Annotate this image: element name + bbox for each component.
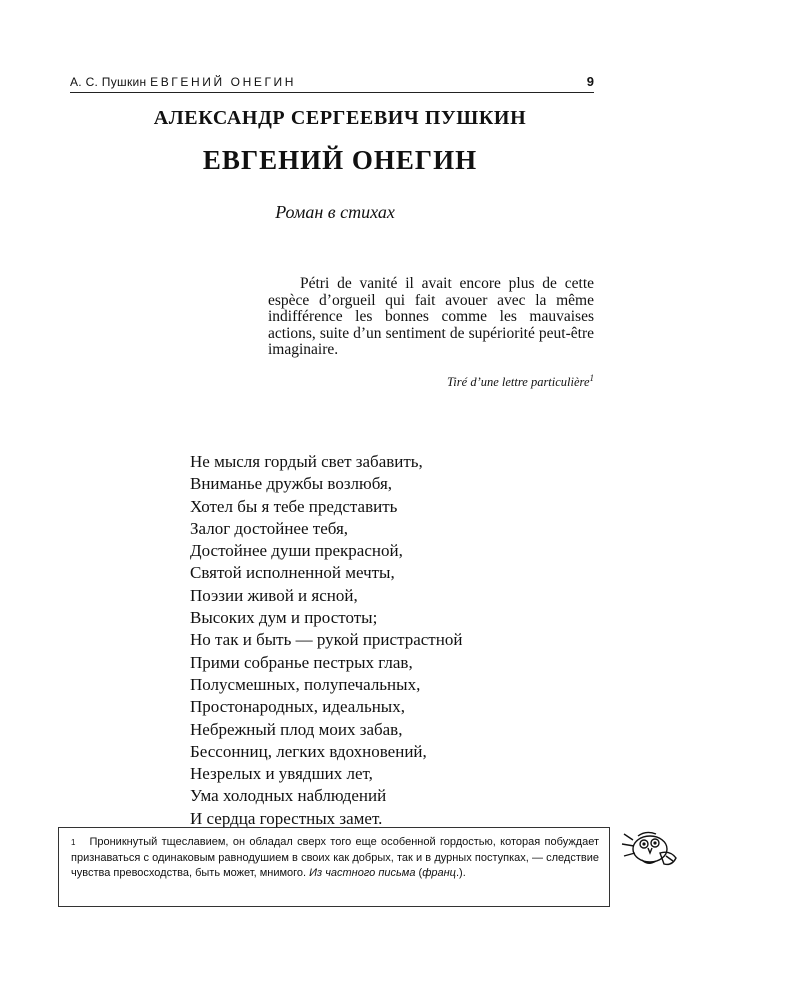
- work-title: ЕВГЕНИЙ ОНЕГИН: [202, 145, 478, 175]
- verse-line: Незрелых и увядших лет,: [190, 764, 373, 784]
- running-head: [70, 74, 594, 93]
- footnote-marker: 1: [71, 838, 76, 847]
- epigraph-source-text: Tiré d’une lettre particulière: [447, 375, 590, 390]
- subtitle: Роман в стихах: [275, 202, 395, 222]
- footnote-source: Из частного письма: [309, 867, 416, 879]
- footnote-text: Проникнутый тщеславием, он обладал сверх того еще особенной гордостью, которая побуждает признаваться с одинаковым равнодушием в своих как добрых, так и в дурных поступках, — следствие чувства превосходства, быть может, мнимого.: [71, 836, 599, 879]
- verse-line: Бессонниц, легких вдохновений,: [190, 741, 427, 761]
- footnote-box: [58, 827, 610, 907]
- running-head-left: [70, 75, 296, 89]
- verse-line: Залог достойнее тебя,: [190, 518, 349, 538]
- epigraph-text: Pétri de vanité il avait encore plus de cette espèce d’orgueil qui fait avouer avec la même indifférence les bonnes comme les mauvaises actions, suite d’un sentiment de supériorité peut-être imaginaire.: [268, 275, 594, 358]
- epigraph-source: [268, 373, 594, 390]
- verse-line: Но так и быть — рукой пристрастной: [190, 630, 463, 650]
- verse-line: Высоких дум и простоты;: [190, 608, 378, 628]
- footnote-lang: франц: [422, 867, 456, 879]
- footnote-lang-close: .).: [455, 867, 466, 879]
- footnote-ref: 1: [589, 373, 594, 383]
- verse-line: Полусмешных, полупечальных,: [190, 674, 421, 694]
- running-head-title: ЕВГЕНИЙ ОНЕГИН: [150, 75, 297, 89]
- verse-line: Прими собранье пестрых глав,: [190, 652, 413, 672]
- verse-line: Небрежный плод моих забав,: [190, 719, 403, 739]
- verse-line: Поэзии живой и ясной,: [190, 585, 358, 605]
- verse-line: И сердца горестных замет.: [190, 808, 383, 828]
- running-head-author: А. С. Пушкин: [70, 75, 147, 89]
- verse-line: Достойнее души прекрасной,: [190, 541, 403, 561]
- verse-line: Не мысля гордый свет забавить,: [190, 452, 423, 471]
- author-heading: АЛЕКСАНДР СЕРГЕЕВИЧ ПУШКИН: [153, 107, 527, 129]
- verse-line: Хотел бы я тебе представить: [190, 496, 398, 516]
- owl-reader-icon: [620, 828, 684, 870]
- dedication-stanza: [190, 451, 462, 830]
- verse-line: Ума холодных наблюдений: [190, 786, 387, 806]
- verse-line: Святой исполненной мечты,: [190, 563, 395, 583]
- verse-line: Вниманье дружбы возлюбя,: [190, 474, 393, 494]
- page-number: 9: [586, 74, 594, 89]
- verse-line: Простонародных, идеальных,: [190, 697, 405, 717]
- footnote-lang-open: (: [415, 867, 423, 879]
